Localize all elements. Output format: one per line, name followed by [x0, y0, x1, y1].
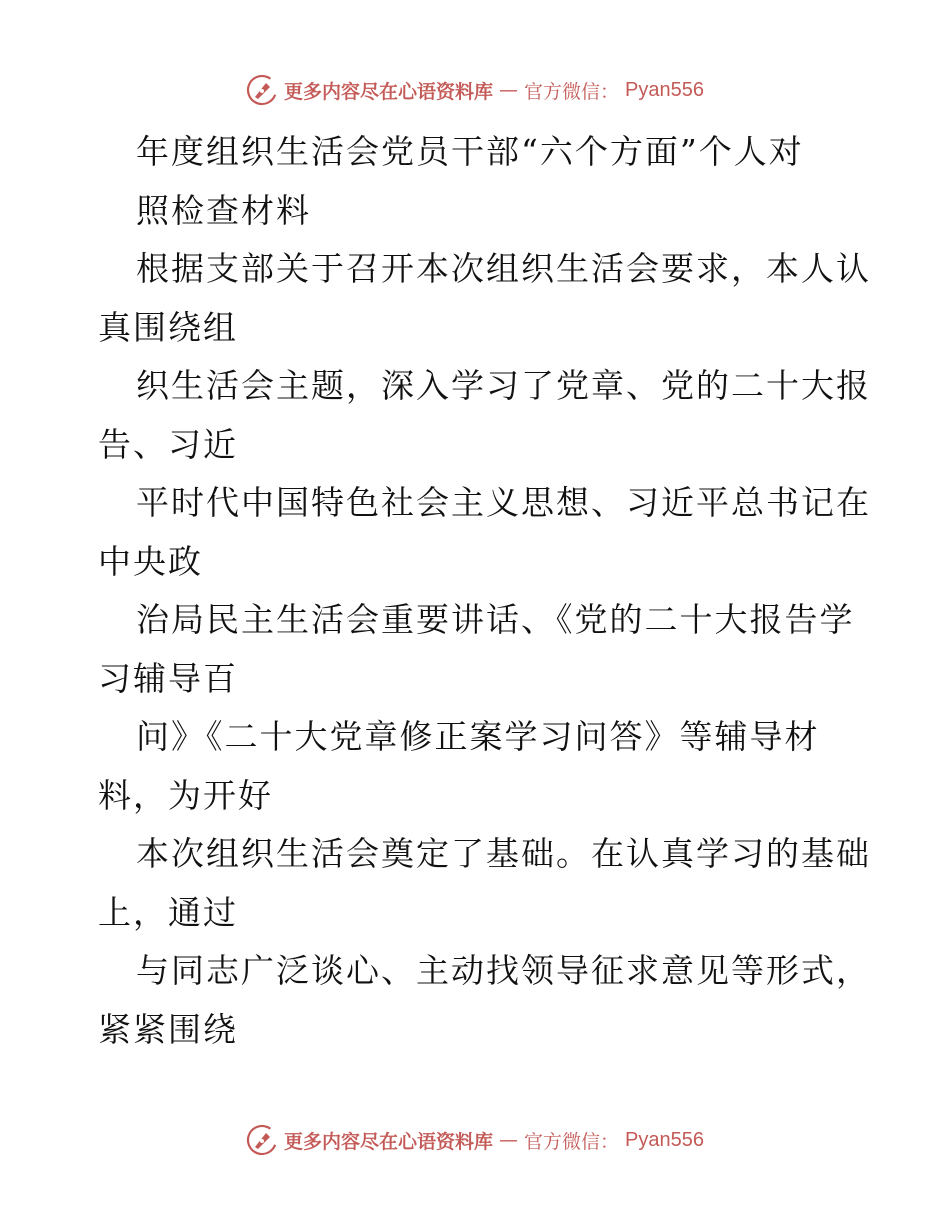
pen-nib-logo-icon [246, 1124, 278, 1156]
paragraph-line: 上，通过 [98, 892, 238, 932]
paragraph-line: 与同志广泛谈心、主动找领导征求意见等形式， [136, 951, 871, 990]
paragraph-line: 根据支部关于召开本次组织生活会要求，本人认 [136, 249, 871, 288]
watermark-wechat-label: 官方微信： [524, 80, 620, 103]
watermark-text: 更多内容尽在心语资料库 [284, 1130, 494, 1153]
watermark-separator: — [499, 1129, 519, 1151]
watermark-wechat-id: Pyan556 [625, 1128, 704, 1151]
watermark-wechat-label: 官方微信： [524, 1130, 620, 1153]
paragraph-line: 告、习近 [98, 424, 238, 464]
paragraph-line: 习辅导百 [98, 658, 238, 698]
watermark-text: 更多内容尽在心语资料库 [284, 80, 494, 103]
paragraph-line: 本次组织生活会奠定了基础。在认真学习的基础 [136, 834, 871, 873]
pen-nib-logo-icon [246, 74, 278, 106]
paragraph-line: 真围绕组 [98, 307, 238, 347]
paragraph-line: 织生活会主题，深入学习了党章、党的二十大报 [136, 366, 871, 405]
header-watermark [0, 70, 950, 110]
paragraph-line: 问》《二十大党章修正案学习问答》等辅导材 [136, 717, 820, 756]
title-line-1: 年度组织生活会党员干部“六个方面”个人对 [136, 132, 804, 171]
paragraph-line: 料，为开好 [98, 775, 273, 815]
paragraph-line: 中央政 [98, 541, 203, 581]
watermark-separator: — [499, 79, 519, 101]
paragraph-line: 平时代中国特色社会主义思想、习近平总书记在 [136, 483, 871, 522]
footer-watermark [0, 1120, 950, 1160]
title-line-2: 照检查材料 [136, 190, 311, 230]
document-body [98, 123, 871, 1059]
paragraph-line: 紧紧围绕 [98, 1009, 238, 1049]
watermark-wechat-id: Pyan556 [625, 78, 704, 101]
paragraph-line: 治局民主生活会重要讲话、《党的二十大报告学 [136, 600, 855, 639]
